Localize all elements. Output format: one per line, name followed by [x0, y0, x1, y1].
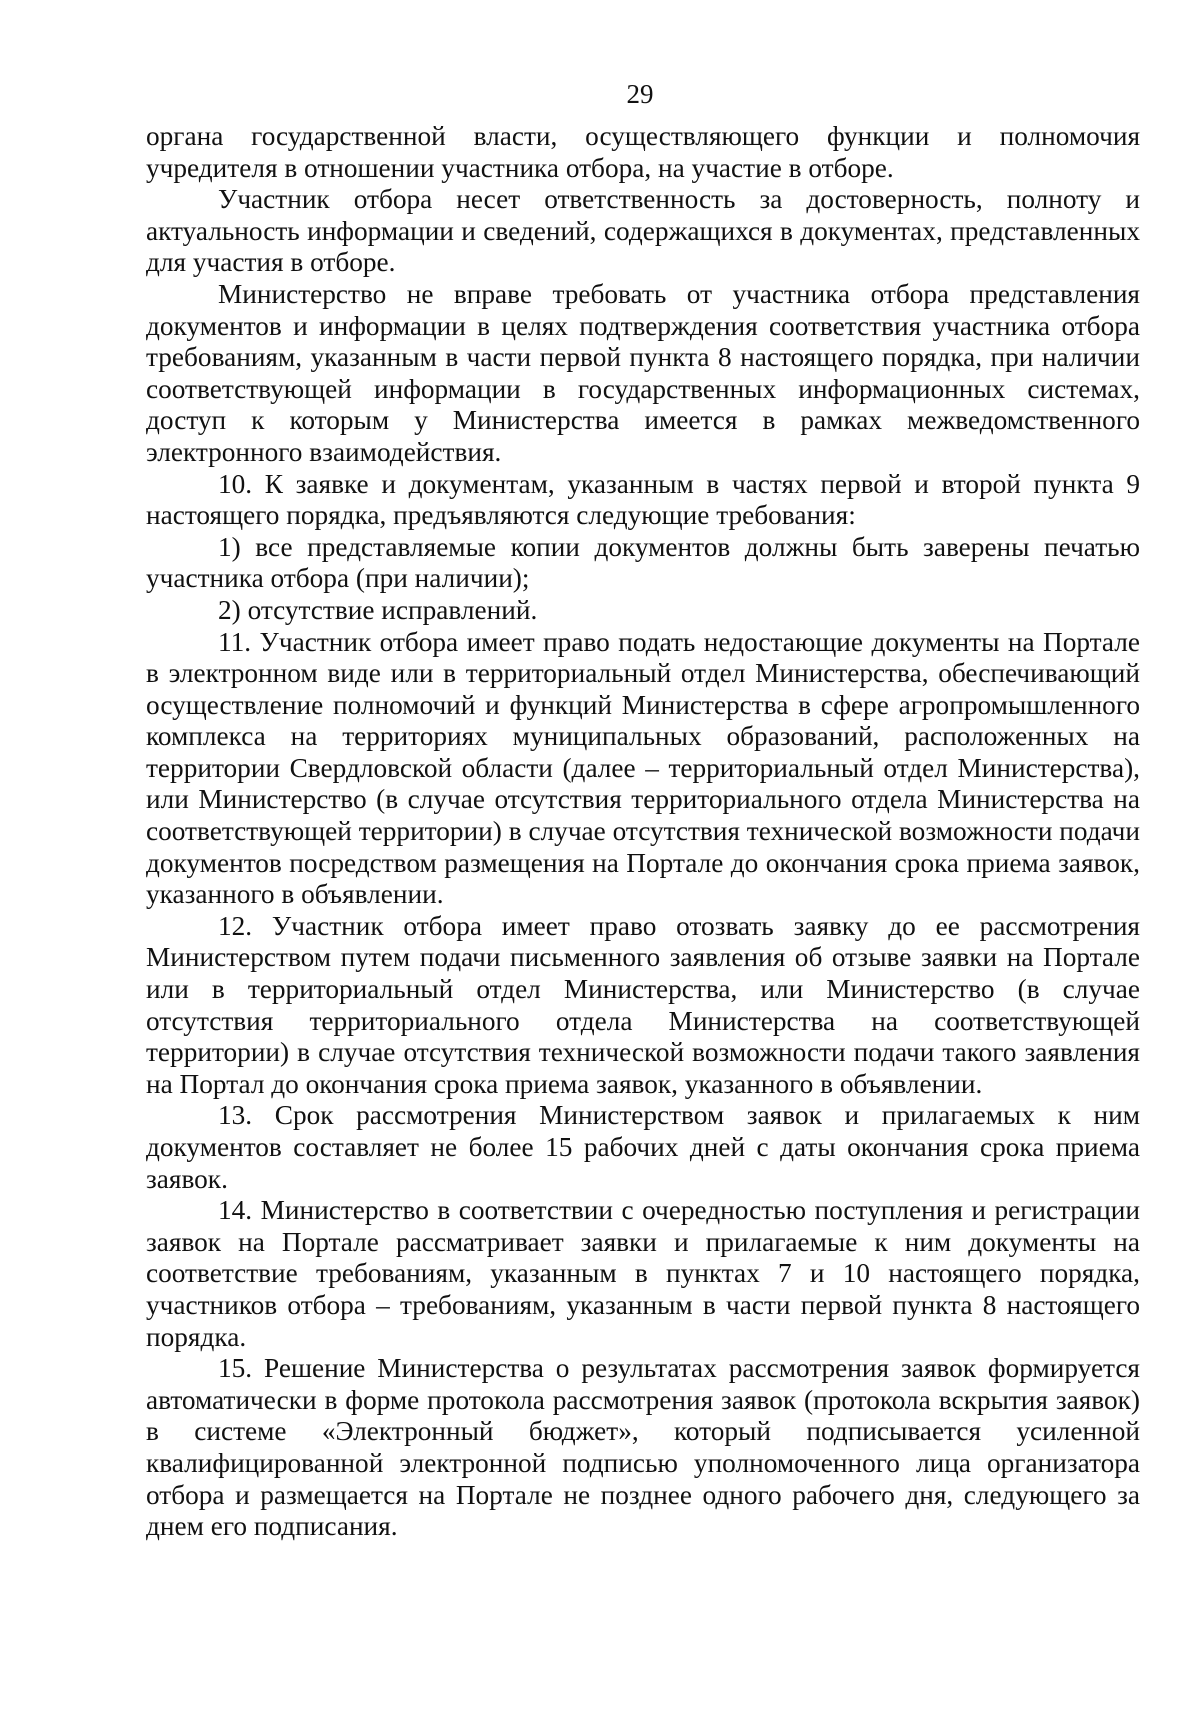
- paragraph-item-12: 12. Участник отбора имеет право отозвать заявку до ее рассмотрения Министерством путем подачи письменного заявления об отзыве заявки на Портале или в территориальный отдел Министерства, или Министерство (в случае отсутствия территориального отдела Министерства на соответствующей территории) в случае отсутствия технической возможности подачи такого заявления на Портал до окончания срока приема заявок, указанного в объявлении.: [146, 910, 1140, 1099]
- paragraph-ministry-restriction: Министерство не вправе требовать от участника отбора представления документов и информации в целях подтверждения соответствия участника отбора требованиям, указанным в части первой пункта 8 настоящего порядка, при наличии соответствующей информации в государственных информационных системах, доступ к которым у Министерства имеется в рамках межведомственного электронного взаимодействия.: [146, 278, 1140, 467]
- paragraph-item-10-sub-2: 2) отсутствие исправлений.: [218, 594, 538, 625]
- page-number: 29: [626, 79, 654, 109]
- paragraph-item-14: 14. Министерство в соответствии с очередностью поступления и регистрации заявок на Портале рассматривает заявки и прилагаемые к ним документы на соответствие требованиям, указанным в пунктах 7 и 10 настоящего порядка, участников отбора – требованиям, указанным в части первой пункта 8 настоящего порядка.: [146, 1195, 1140, 1352]
- paragraph-item-13: 13. Срок рассмотрения Министерством заявок и прилагаемых к ним документов составляет не более 15 рабочих дней с даты окончания срока приема заявок.: [146, 1100, 1140, 1194]
- paragraph-continuation: органа государственной власти, осуществляющего функции и полномочия учредителя в отношении участника отбора, на участие в отборе.: [146, 121, 1140, 183]
- paragraph-participant-responsibility: Участник отбора несет ответственность за достоверность, полноту и актуальность информации и сведений, содержащихся в документах, представленных для участия в отборе.: [146, 184, 1140, 278]
- document-body: [146, 121, 1140, 1543]
- paragraph-item-10-sub-1: 1) все представляемые копии документов должны быть заверены печатью участника отбора (при наличии);: [146, 531, 1140, 594]
- paragraph-item-10: 10. К заявке и документам, указанным в частях первой и второй пункта 9 настоящего порядка, предъявляются следующие требования:: [146, 468, 1140, 531]
- paragraph-item-11: 11. Участник отбора имеет право подать недостающие документы на Портале в электронном виде или в территориальный отдел Министерства, обеспечивающий осуществление полномочий и функций Министерства в сфере агропромышленного комплекса на территориях муниципальных образований, расположенных на территории Свердловской области (далее – территориальный отдел Министерства), или Министерство (в случае отсутствия территориального отдела Министерства на соответствующей территории) в случае отсутствия технической возможности подачи документов посредством размещения на Портале до окончания срока приема заявок, указанного в объявлении.: [146, 626, 1140, 910]
- paragraph-item-15: 15. Решение Министерства о результатах рассмотрения заявок формируется автоматически в форме протокола рассмотрения заявок (протокола вскрытия заявок) в системе «Электронный бюджет», который подписывается усиленной квалифицированной электронной подписью уполномоченного лица организатора отбора и размещается на Портале не позднее одного рабочего дня, следующего за днем его подписания.: [146, 1353, 1140, 1542]
